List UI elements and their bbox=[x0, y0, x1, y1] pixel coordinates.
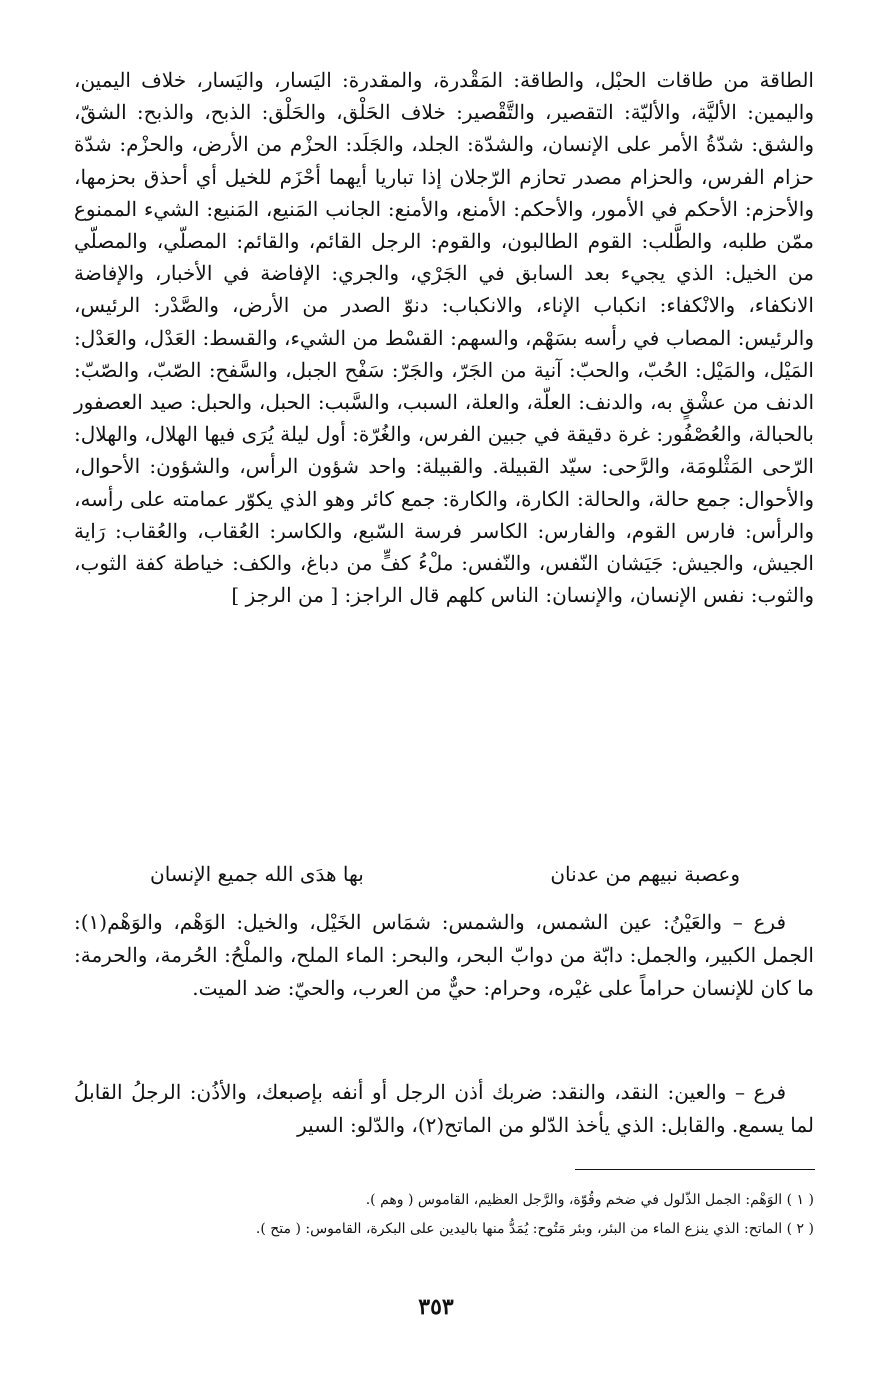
footnote-2: ( ٢ ) الماتح: الذي ينزع الماء من البئر، وبئر مَتُوح: يُمَدُّ منها باليدين على البكرة، القاموس: ( متح ). bbox=[255, 1221, 814, 1237]
main-paragraph: الطاقة من طاقات الحبْل، والطاقة: المَقْدرة، والمقدرة: اليَسار، واليَسار، خلاف اليمين، واليمين: الأليَّة، والأليّة: التقصير، والتَّقْصير: خلاف الحَلْق، والحَلْق: الذبح، والذبح: الشقّ، والشق: شدّةُ الأمر على الإنسان، والشدّة: الجلد، والجَلَد: الحزْم من الأرض، والحزْم: شدّة حزام الفرس، والحزام مصدر تحازم الرّجلان إذا تباريا أيهما أحْزَم للخيل أي أحذق بحزمها، والأحزم: الأحكم في الأمور، والأحكم: الأمنع، والأمنع: الجانب المَنيع، المَنيع: الشيء الممنوع ممّن طلبه، والطَّلب: القوم الطالبون، والقوم: الرجل القائم، والقائم: المصلّي، والمصلّي من الخيل: الذي يجيء بعد السابق في الجَرْي، والجري: الإفاضة في الأخبار، والإفاضة الانكفاء، والانْكفاء: انكباب الإناء، والانكباب: دنوّ الصدر من الأرض، والصَّدْر: الرئيس، والرئيس: المصاب في رأسه بسَهْم، والسهم: القسْط من الشيء، والقسط: العَدْل، والعَدْل: المَيْل، والمَيْل: الحُبّ، والحبّ: آنية من الجَرّ، والجَرّ: سَفْح الجبل، والسَّفح: الصّبّ، والصّبّ: الدنف من عشْقٍ به، والدنف: العلّة، والعلة، السبب، والسَّبب: الحبل، والحبل: صيد العصفور بالحبالة، والعُصْفُور: غرة دقيقة في جبين الفرس، والغُرّة: أول ليلة يُرَى فيها الهلال، والهلال: الرّحى المَثْلومَة، والرَّحى: سيّد القبيلة. والقبيلة: واحد شؤون الرأس، والشؤون: الأحوال، والأحوال: جمع حالة، والحالة: الكارة، والكارة: جمع كائر وهو الذي يكوّر عمامته على رأسه، والرأس: فارس القوم، والفارس: الكاسر فرسة السّبع، والكاسر: العُقاب، والعُقاب: رَاية الجيش، والجيش: جَيَشان النّفس، والنّفس: ملْءُ كفٍّ من دباغ، والكف: خياطة كفة الثوب، والثوب: نفس الإنسان، والإنسان: الناس كلهم قال الراجز: [ من الرجز ] bbox=[74, 68, 815, 608]
verse-first-hemistich: وعصبة نبيهم من عدنان bbox=[550, 862, 740, 886]
footnotes bbox=[74, 1186, 814, 1244]
section-far-ain-naqd bbox=[74, 1076, 814, 1142]
footnote-separator bbox=[575, 1169, 815, 1170]
section-1-paragraph: فرع – والعَيْنُ: عين الشمس، والشمس: شمَاس الخَيْل، والخيل: الوَهْم، والوَهْم(١): الجمل الكبير، والجمل: دابّة من دوابّ البحر، والبحر: الماء الملح، والملْحُ: الحُرمة، والحرمة: ما كان للإنسان حراماً على غيْره، وحرام: حيٌّ من العرب، والحيّ: ضد الميت. bbox=[74, 910, 814, 1000]
section-2-paragraph: فرع – والعين: النقد، والنقد: ضربك أذن الرجل أو أنفه بإصبعك، والأذُن: الرجلُ القابلُ لما يسمع. والقابل: الذي يأخذ الدّلو من الماتح(٢)، والدّلو: السير bbox=[74, 1080, 814, 1137]
section-far-ain-shams bbox=[74, 906, 814, 1005]
verse-second-hemistich: بها هدَى الله جميع الإنسان bbox=[150, 862, 364, 886]
footnote-1: ( ١ ) الوَهْم: الجمل الذّلول في ضخم وقُوّة، والرَّجل العظيم، القاموس ( وهم ). bbox=[365, 1192, 814, 1208]
page-number: ٣٥٣ bbox=[418, 1294, 454, 1320]
main-text-block bbox=[74, 64, 814, 611]
